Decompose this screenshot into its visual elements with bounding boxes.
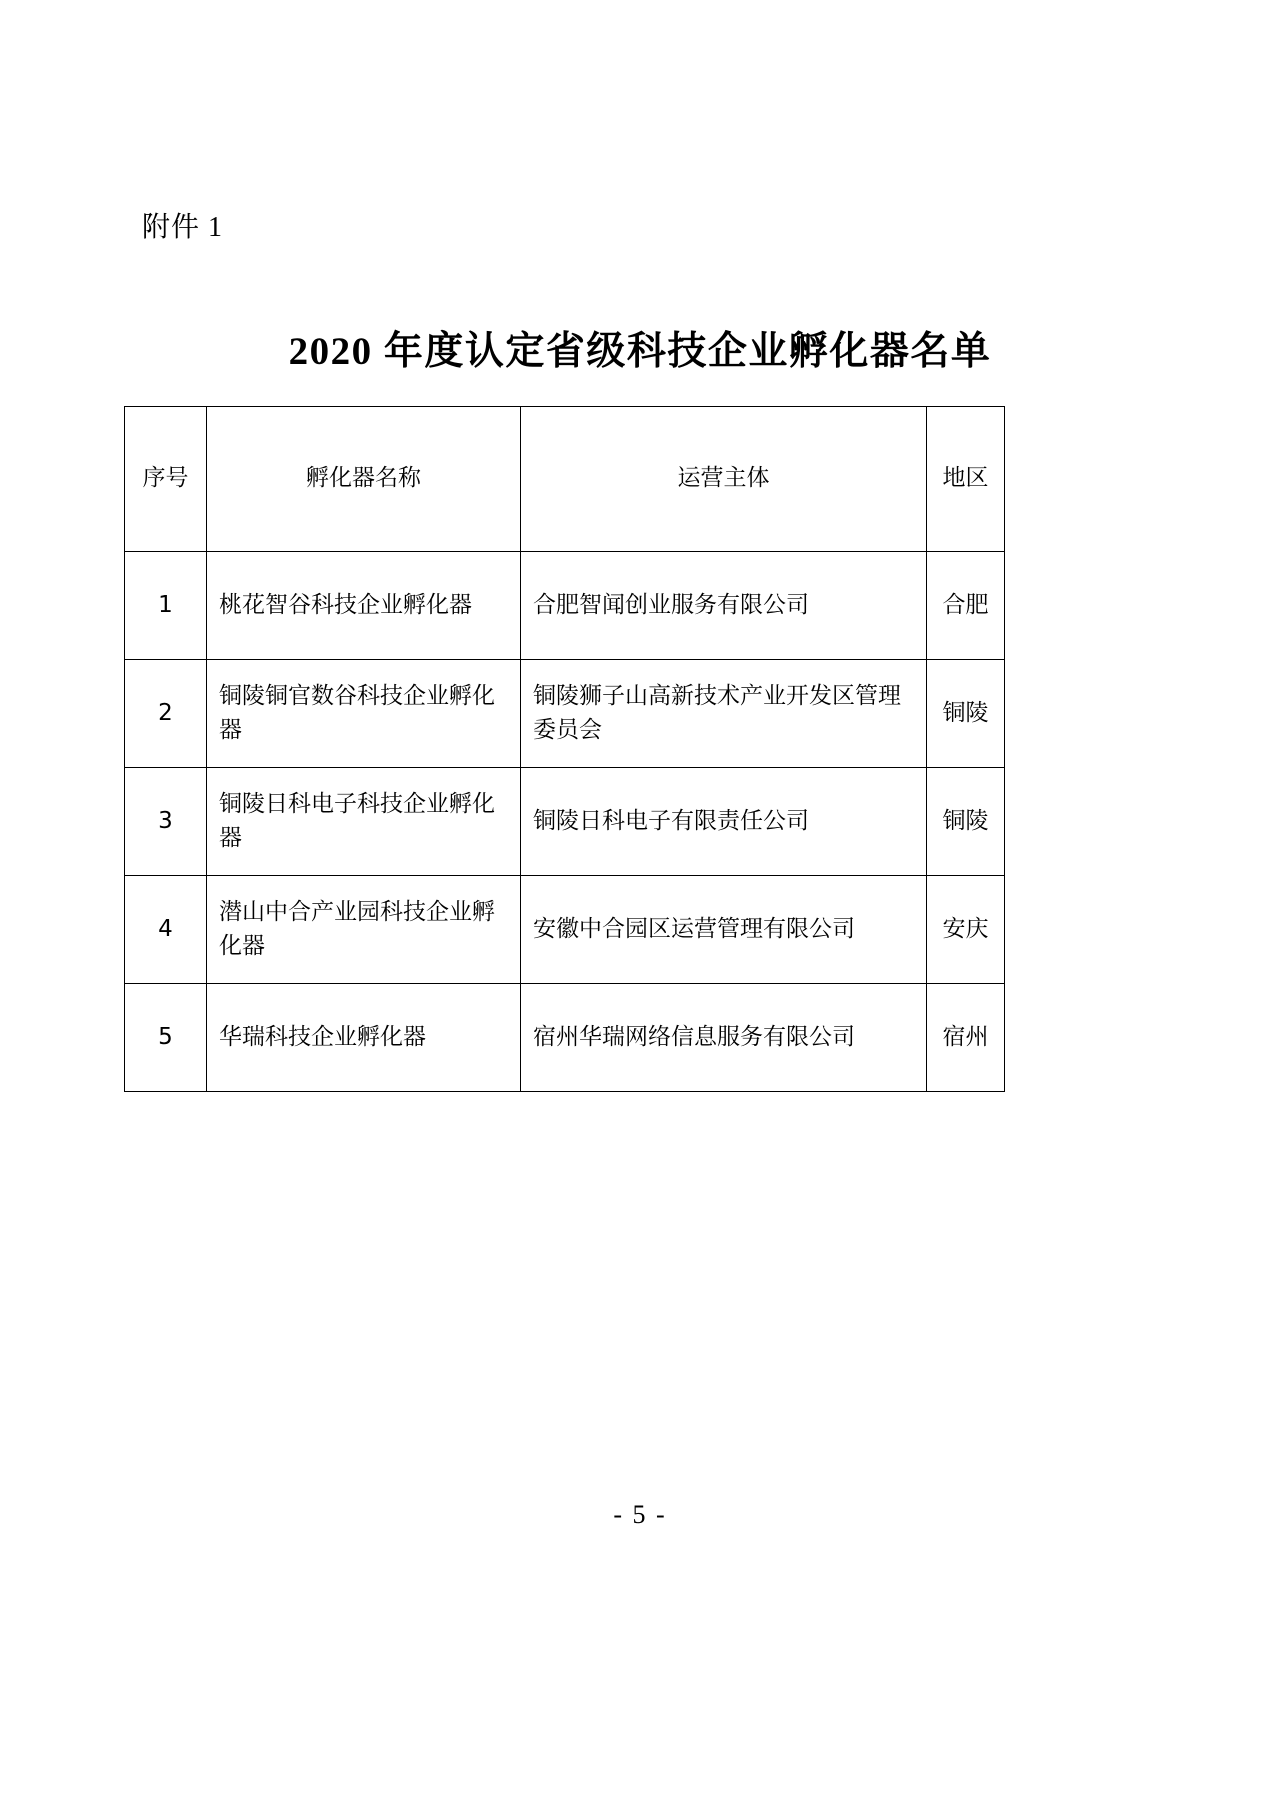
column-header-area: 地区	[927, 407, 1005, 552]
cell-name: 桃花智谷科技企业孵化器	[207, 552, 521, 660]
cell-no: 3	[125, 768, 207, 876]
cell-operator: 宿州华瑞网络信息服务有限公司	[521, 984, 927, 1092]
table-row	[125, 660, 1005, 768]
attachment-label: 附件 1	[142, 212, 224, 243]
cell-operator: 安徽中合园区运营管理有限公司	[521, 876, 927, 984]
cell-area: 铜陵	[927, 768, 1005, 876]
cell-no: 4	[125, 876, 207, 984]
incubator-list-table	[124, 406, 1005, 1092]
cell-area: 铜陵	[927, 660, 1005, 768]
table-row	[125, 768, 1005, 876]
cell-area: 合肥	[927, 552, 1005, 660]
page-title: 2020 年度认定省级科技企业孵化器名单	[288, 330, 992, 373]
cell-name: 铜陵日科电子科技企业孵化器	[207, 768, 521, 876]
cell-no: 5	[125, 984, 207, 1092]
cell-operator: 铜陵狮子山高新技术产业开发区管理委员会	[521, 660, 927, 768]
column-header-no: 序号	[125, 407, 207, 552]
cell-operator: 合肥智闻创业服务有限公司	[521, 552, 927, 660]
cell-name: 华瑞科技企业孵化器	[207, 984, 521, 1092]
cell-area: 安庆	[927, 876, 1005, 984]
cell-name: 铜陵铜官数谷科技企业孵化器	[207, 660, 521, 768]
column-header-name: 孵化器名称	[207, 407, 521, 552]
table-row	[125, 552, 1005, 660]
cell-no: 2	[125, 660, 207, 768]
table-row	[125, 984, 1005, 1092]
column-header-operator: 运营主体	[521, 407, 927, 552]
page-number: - 5 -	[613, 1500, 667, 1529]
table-header-row	[125, 407, 1005, 552]
cell-no: 1	[125, 552, 207, 660]
cell-area: 宿州	[927, 984, 1005, 1092]
cell-operator: 铜陵日科电子有限责任公司	[521, 768, 927, 876]
cell-name: 潜山中合产业园科技企业孵化器	[207, 876, 521, 984]
table-row	[125, 876, 1005, 984]
